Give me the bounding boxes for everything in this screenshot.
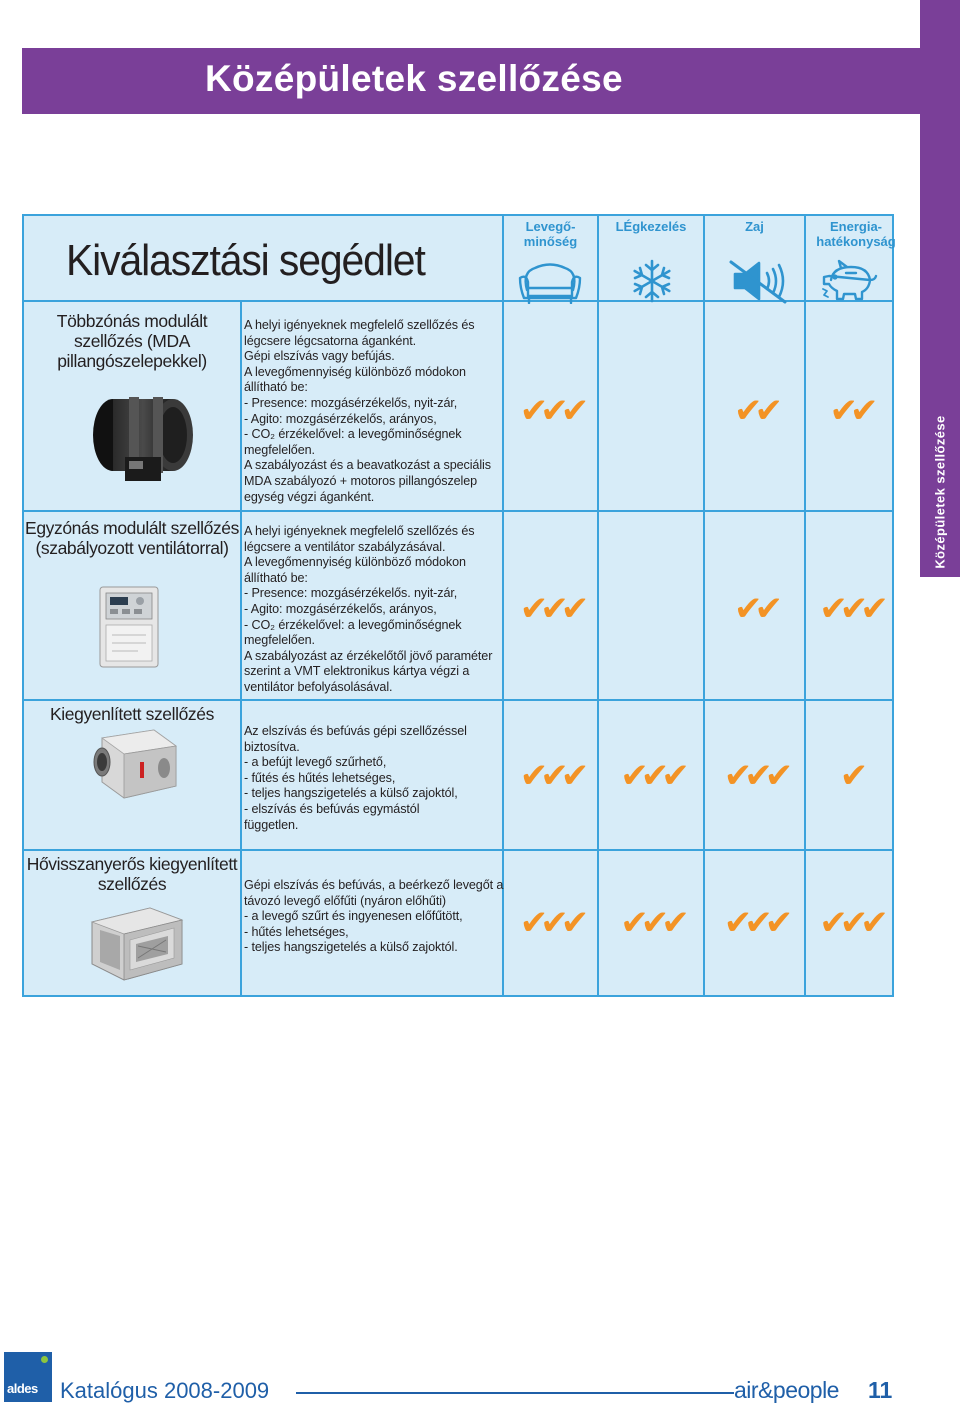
divider-v-col2 (597, 216, 599, 995)
divider-v-label (240, 300, 242, 995)
check-energy-row1: ✔✔ (829, 391, 871, 431)
column-header-noise: Zaj (745, 219, 764, 234)
aldes-logo-text: aldes (7, 1381, 38, 1396)
heat-recovery-unit-product (86, 900, 186, 991)
divider-h-row3 (24, 849, 892, 851)
column-header-air-quality: Levegő- minőség (523, 219, 578, 249)
armchair-icon (517, 258, 583, 309)
check-energy-row2: ✔✔✔ (819, 589, 881, 629)
check-noise-row2: ✔✔ (734, 589, 775, 629)
fan-controller-product (98, 585, 160, 674)
divider-h-row2 (24, 699, 892, 701)
catalog-label: Katalógus 2008-2009 (60, 1378, 270, 1403)
side-tab-label (920, 0, 960, 577)
row-desc-multizone: A helyi igényeknek megfelelő szellőzés és légcsere légcsatorna áganként. Gépi elszívás vagy befújás. A levegőmennyiség különböző módokon állítható be: - Presence: mozgásérzékelős, nyit-zár, - Agito: mozgásérzékelős, arányos, - CO₂ érzékelővel: a levegőminőségnek megfelelően. A szabályozást és a beavatkozást a speciális MDA szabályozó + motoros pillangószelep egység végzi áganként. (244, 318, 491, 504)
row-desc-balanced: Az elszívás és befúvás gépi szellőzéssel biztosítva. - a befújt levegő szűrhető, - fűtés és hűtés lehetséges, - teljes hangszigetelés a külső zajoktól, - elszívás és befúvás egymástól független. (244, 724, 467, 832)
check-air-quality-row2: ✔✔✔ (519, 589, 582, 629)
check-energy-row4: ✔✔✔ (819, 903, 881, 943)
footer-rule (296, 1392, 734, 1394)
row-label-singlezone: Egyzónás modulált szellőzés (szabályozott ventilátorral) (25, 518, 239, 558)
divider-h-row1 (24, 510, 892, 512)
column-header-energy: Energia- hatékonyság (816, 219, 896, 249)
aldes-logo-dot (41, 1356, 48, 1363)
check-noise-row1: ✔✔ (734, 391, 775, 431)
check-air-quality-row3: ✔✔✔ (519, 756, 582, 796)
page-number: 11 (868, 1377, 893, 1403)
row-label-balanced: Kiegyenlített szellőzés (50, 704, 214, 724)
muted-speaker-icon (727, 258, 793, 309)
row-desc-singlezone: A helyi igényeknek megfelelő szellőzés és légcsere a ventilátor szabályzásával. A levegőmennyiség különböző módokon állítható be: - Presence: mozgásérzékelős. nyit-zár, - Agito: mozgásérzékelős, arányos, - CO₂ érzékelővel: a levegőminőségnek megfelelően. A szabályozást az érzékelőtől jövő paraméter szerint a VMT elektronikus kártya végzi a ventilátor befolyásolásával. (244, 524, 493, 694)
mda-damper-product (85, 387, 203, 492)
check-noise-row4: ✔✔✔ (723, 903, 786, 943)
balanced-unit-product (84, 724, 182, 809)
piggy-bank-icon (819, 258, 883, 309)
check-air-quality-row1: ✔✔✔ (519, 391, 582, 431)
check-energy-row3: ✔ (839, 756, 861, 796)
check-air-quality-row4: ✔✔✔ (519, 903, 582, 943)
side-tab-text: Középületek szellőzése (932, 415, 948, 569)
check-air-handling-row4: ✔✔✔ (620, 903, 682, 943)
table-title: Kiválasztási segédlet (66, 236, 425, 285)
page-title: Középületek szellőzése (205, 58, 623, 99)
check-noise-row3: ✔✔✔ (723, 756, 786, 796)
row-desc-heat-recovery: Gépi elszívás és befúvás, a beérkező levegőt a távozó levegő előfűti (nyáron előhűti) - a levegő szűrt és ingyenesen előfűtött, - hűtés lehetséges, - teljes hangszigetelés a külső zajoktól. (244, 878, 504, 955)
column-header-air-handling: LÉgkezelés (615, 219, 687, 234)
check-air-handling-row3: ✔✔✔ (620, 756, 682, 796)
row-label-multizone: Többzónás modulált szellőzés (MDA pillangószelepekkel) (56, 311, 208, 371)
row-label-heat-recovery: Hővisszanyerős kiegyenlített szellőzés (26, 854, 238, 894)
snowflake-icon (629, 258, 675, 309)
brand-label: air&people (734, 1377, 839, 1403)
